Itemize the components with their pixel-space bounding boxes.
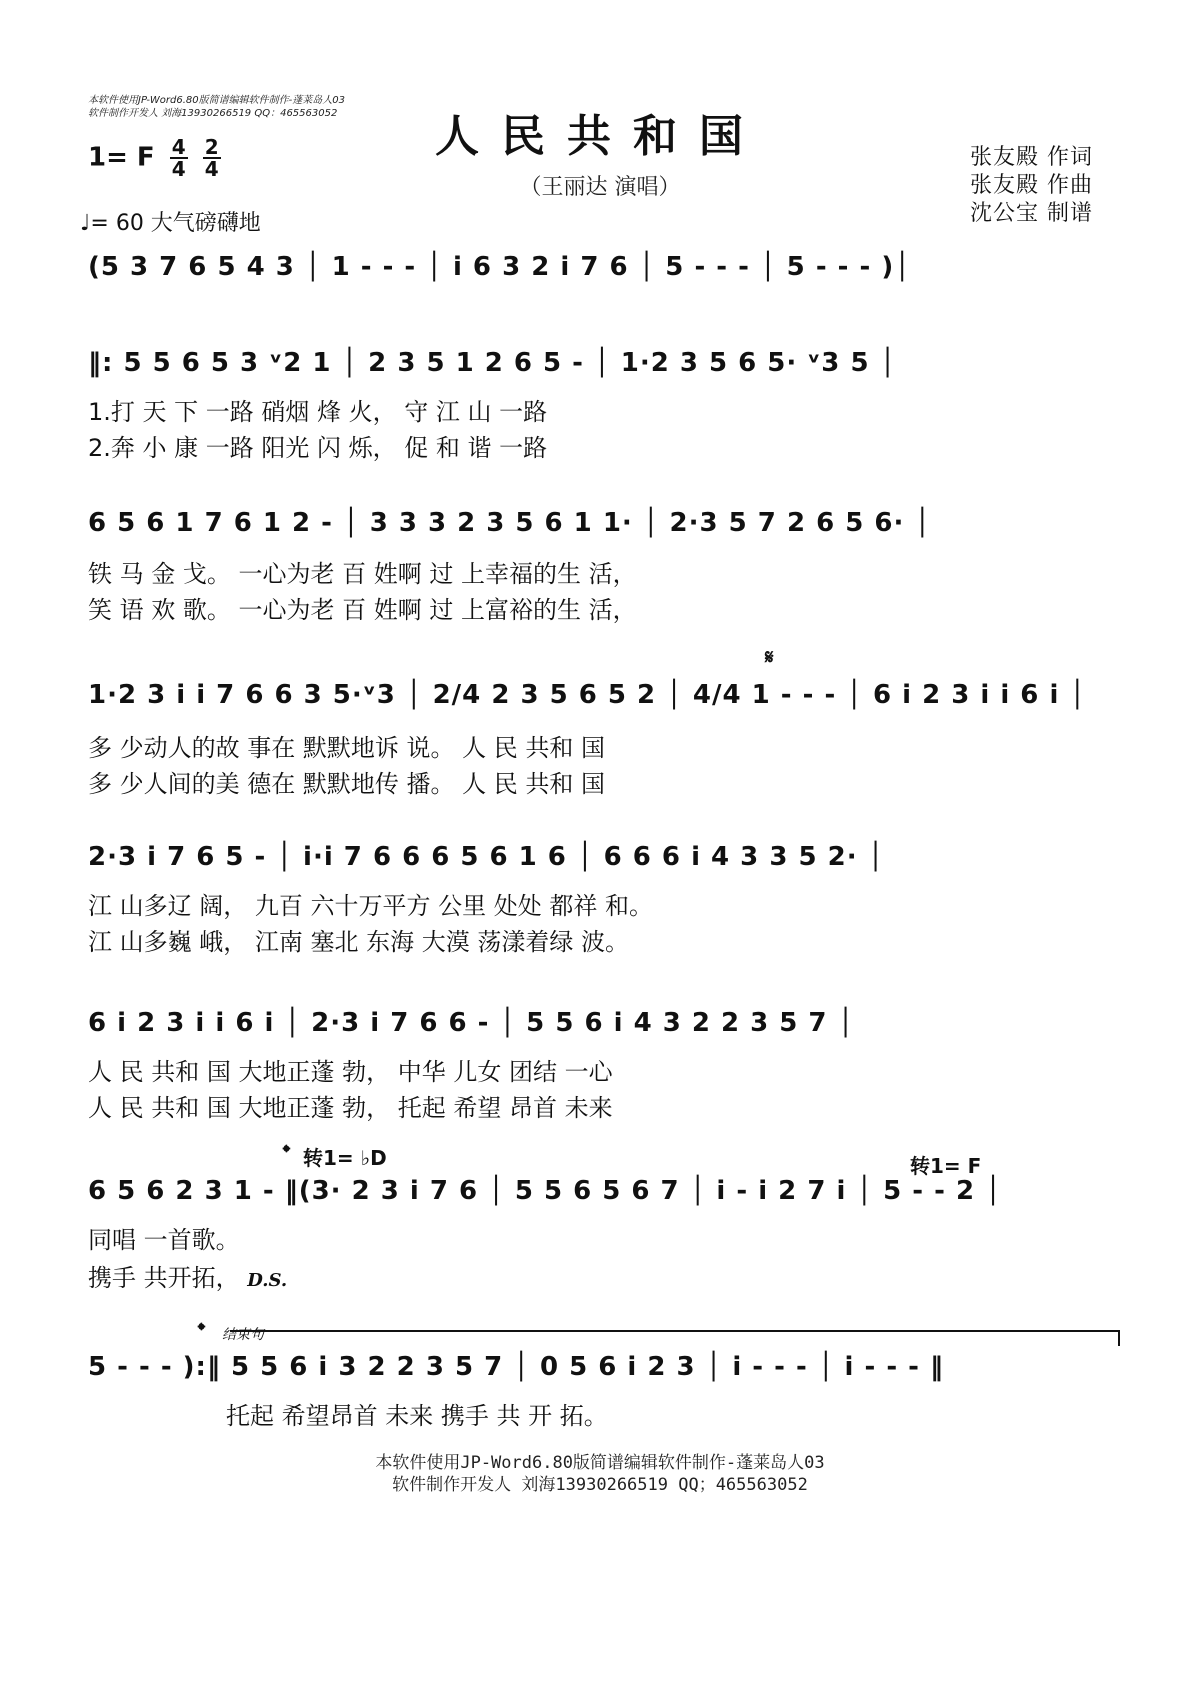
system-3-lyric-1: 铁 马 金 戈。 一心为老 百 姓啊 过 上幸福的生 活，: [88, 560, 637, 588]
credit-arranger: 沈公宝 制谱: [970, 201, 1093, 226]
modulation-to-f: 转1= F: [910, 1154, 982, 1178]
system-8-notes: 5 - - - ):‖ 5 5 6 i 3 2 2 3 5 7 │ 0 5 6 i 2 3 │ i - - - │ i - - - ‖: [88, 1352, 945, 1382]
system-7-lyric-2-text: 携手 共开拓，: [88, 1264, 240, 1292]
time-signature-2: $\frac{2}{4}$: [204, 135, 219, 181]
system-6-lyric-1: 人 民 共和 国 大地正蓬 勃， 中华 儿女 团结 一心: [88, 1058, 613, 1086]
system-3-lyric-2: 笑 语 欢 歌。 一心为老 百 姓啊 过 上富裕的生 活，: [88, 596, 637, 624]
credit-lyricist: 张友殿 作词: [970, 145, 1093, 170]
tempo-marking: [80, 206, 261, 237]
system-6-notes: 6 i 2 3 i i 6 i │ 2·3 i 7 6 6 - │ 5 5 6 i 4 3 2 2 3 5 7 │: [88, 1008, 855, 1038]
system-7-lyric-2: [88, 1258, 287, 1293]
coda-label: 结束句: [222, 1327, 264, 1343]
system-7-lyric-1: 同唱 一首歌。: [88, 1226, 240, 1254]
coda-bracket-line: [230, 1330, 1120, 1332]
coda-icon: 𝄌: [283, 1140, 290, 1164]
coda-bracket-tick: [1118, 1330, 1120, 1346]
quarter-note-icon: ♩: [80, 211, 91, 236]
credit-composer: 张友殿 作曲: [970, 173, 1093, 198]
system-3-notes: 6 5 6 1 7 6 1 2 - │ 3 3 3 2 3 5 6 1 1· │ 2·3 5 7 2 6 5 6· │: [88, 508, 932, 538]
modulation-to-d-flat: 转1= ♭D: [303, 1146, 387, 1170]
system-1-notes: (5 3 7 6 5 4 3 │ 1 - - - │ i 6 3 2 i 7 6 │ 5 - - - │ 5 - - - )│: [88, 252, 911, 282]
system-4-notes: 1·2 3 i i 7 6 6 3 5·ᵛ3 │ 2/4 2 3 5 6 5 2 │ 4/4 1 - - - │ 6 i 2 3 i i 6 i │: [88, 680, 1087, 710]
software-note-line1: 本软件使用JP-Word6.80版简谱编辑软件制作-蓬莱岛人03: [88, 95, 345, 106]
footer-line-2: 软件制作开发人 刘海13930266519 QQ；465563052: [392, 1475, 808, 1495]
system-7-notes: 6 5 6 2 3 1 - ‖(3· 2 3 i 7 6 │ 5 5 6 5 6 7 │ i - i 2 7 i │ 5 - - 2 │: [88, 1176, 1002, 1206]
system-2-notes: ‖: 5 5 6 5 3 ᵛ2 1 │ 2 3 5 1 2 6 5 - │ 1·2 3 5 6 5· ᵛ3 5 │: [88, 348, 897, 378]
footer-line-1: 本软件使用JP-Word6.80版简谱编辑软件制作-蓬莱岛人03: [375, 1453, 825, 1473]
segno-icon: 𝄋: [765, 645, 774, 669]
system-4-lyric-2: 多 少人间的美 德在 默默地传 播。 人 民 共和 国: [88, 770, 606, 798]
system-8-lyric-1: 托起 希望昂首 未来 携手 共 开 拓。: [226, 1402, 608, 1430]
time-signature-1: $\frac{4}{4}$: [171, 135, 186, 181]
system-5-notes: 2·3 i 7 6 5 - │ i·i 7 6 6 6 5 6 1 6 │ 6 6 6 i 4 3 3 5 2· │: [88, 842, 885, 872]
key-signature: [88, 137, 221, 179]
dal-segno-mark: D.S.: [247, 1270, 288, 1291]
system-2-lyric-1: 1.打 天 下 一路 硝烟 烽 火， 守 江 山 一路: [88, 398, 548, 426]
page-title: 人民共和国: [435, 111, 765, 162]
system-5-lyric-2: 江 山多巍 峨， 江南 塞北 东海 大漠 荡漾着绿 波。: [88, 928, 630, 956]
system-5-lyric-1: 江 山多辽 阔， 九百 六十万平方 公里 处处 都祥 和。: [88, 892, 654, 920]
tempo-text: = 60 大气磅礴地: [90, 211, 261, 236]
system-6-lyric-2: 人 民 共和 国 大地正蓬 勃， 托起 希望 昂首 未来: [88, 1094, 613, 1122]
coda-icon-ending: 𝄌: [198, 1318, 205, 1342]
system-4-lyric-1: 多 少动人的故 事在 默默地诉 说。 人 民 共和 国: [88, 734, 606, 762]
subtitle: （王丽达 演唱）: [519, 175, 681, 200]
key-label: 1= F: [88, 142, 155, 173]
software-note-line2: 软件制作开发人 刘海13930266519 QQ：465563052: [88, 108, 338, 119]
system-2-lyric-2: 2.奔 小 康 一路 阳光 闪 烁， 促 和 谐 一路: [88, 434, 548, 462]
